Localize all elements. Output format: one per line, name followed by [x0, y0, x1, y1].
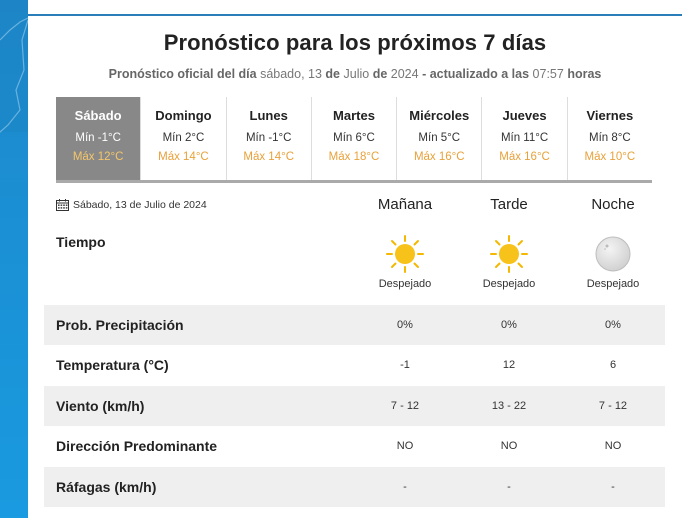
day-tab-jueves[interactable]: Jueves Mín 11°C Máx 16°C: [482, 97, 567, 180]
period-manana: Mañana: [377, 196, 433, 213]
forecast-subtitle: Pronóstico oficial del día sábado, 13 de Julio de 2024 - actualizado a las 07:57 horas: [108, 67, 602, 81]
day-tab-lunes[interactable]: Lunes Mín -1°C Máx 14°C: [227, 97, 312, 180]
weather-manana: Despejado: [360, 234, 450, 290]
row-rafagas: Ráfagas (km/h) - - -: [44, 467, 665, 507]
day-tab-miercoles[interactable]: Miércoles Mín 5°C Máx 16°C: [397, 97, 482, 180]
day-tabs: [56, 97, 652, 183]
forecast-panel: [40, 16, 670, 495]
sun-icon: [385, 234, 425, 274]
tiempo-label: Tiempo: [56, 234, 106, 250]
calendar-icon: [56, 199, 69, 211]
day-tab-domingo[interactable]: Domingo Mín 2°C Máx 14°C: [141, 97, 226, 180]
period-noche: Noche: [591, 196, 635, 213]
map-strip: [0, 0, 28, 518]
day-tab-martes[interactable]: Martes Mín 6°C Máx 18°C: [312, 97, 397, 180]
sun-icon: [489, 234, 529, 274]
period-tarde: Tarde: [490, 196, 528, 213]
row-viento: Viento (km/h) 7 - 12 13 - 22 7 - 12: [44, 386, 665, 426]
weather-tarde: Despejado: [464, 234, 554, 290]
day-tab-viernes[interactable]: Viernes Mín 8°C Máx 10°C: [584, 108, 636, 163]
weather-noche: Despejado: [568, 234, 658, 290]
moon-icon: [593, 234, 633, 274]
row-direccion: Dirección Predominante NO NO NO: [56, 438, 622, 454]
day-tab-sabado[interactable]: Sábado Mín -1°C Máx 12°C: [56, 97, 141, 180]
row-precipitacion: Prob. Precipitación 0% 0% 0%: [44, 305, 665, 345]
page-title: Pronóstico para los próximos 7 días: [163, 30, 547, 55]
row-temperatura: Temperatura (°C) -1 12 6: [56, 357, 617, 373]
detail-date: Sábado, 13 de Julio de 2024: [56, 199, 207, 211]
